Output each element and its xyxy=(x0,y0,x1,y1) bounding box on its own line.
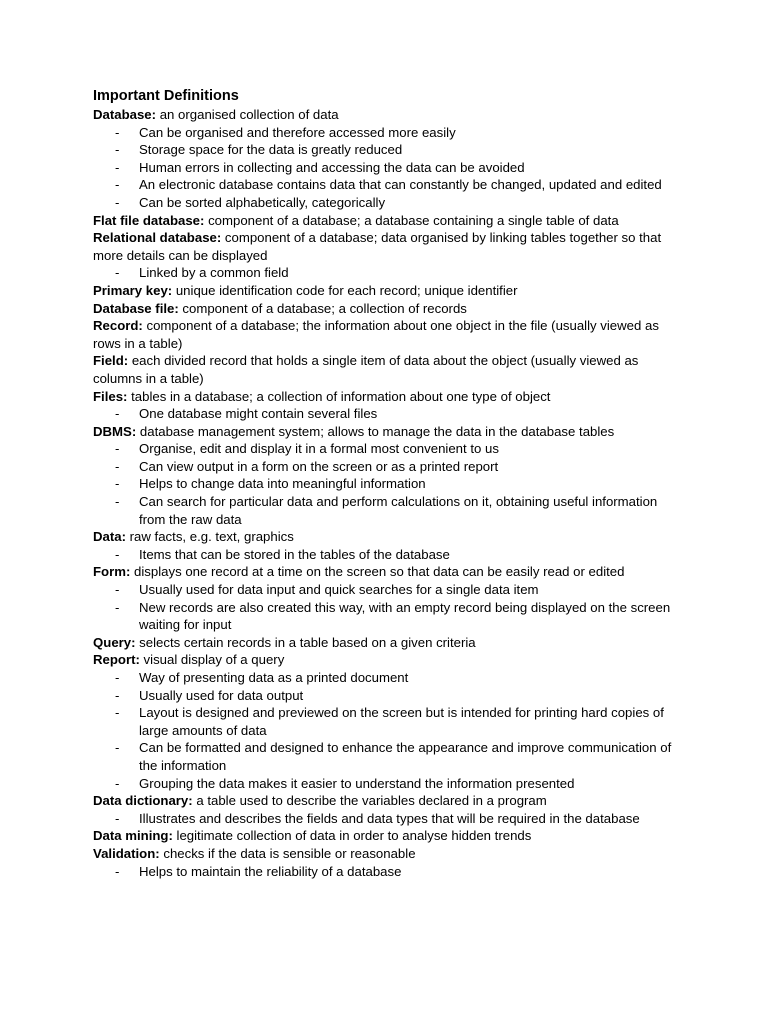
definition-term: Field: xyxy=(93,353,129,369)
dash-bullet-icon: - xyxy=(115,458,120,474)
definition-entry xyxy=(93,352,673,387)
dash-bullet-icon: - xyxy=(115,441,120,457)
definitions-list xyxy=(93,106,673,880)
definition-entry xyxy=(93,634,673,652)
bullet-item xyxy=(93,440,673,458)
definition-text: raw facts, e.g. text, graphics xyxy=(125,529,294,545)
dash-bullet-icon: - xyxy=(115,775,120,791)
dash-bullet-icon: - xyxy=(115,546,120,562)
definition-term: Flat file database: xyxy=(93,212,205,228)
definition-term: DBMS: xyxy=(93,423,137,439)
definition-term: Report: xyxy=(93,652,140,668)
bullet-text: Grouping the data makes it easier to understand the information presented xyxy=(139,775,575,791)
definition-text: unique identification code for each record; unique identifier xyxy=(172,282,518,298)
dash-bullet-icon: - xyxy=(115,476,120,492)
bullet-text: Illustrates and describes the fields and data types that will be required in the database xyxy=(139,810,640,826)
bullet-text: Organise, edit and display it in a formal most convenient to us xyxy=(139,441,499,457)
definition-entry xyxy=(93,563,673,581)
definition-term: Record: xyxy=(93,318,143,334)
bullet-item xyxy=(93,458,673,476)
bullet-item xyxy=(93,810,673,828)
bullet-list xyxy=(93,440,673,528)
definition-term: Query: xyxy=(93,634,136,650)
dash-bullet-icon: - xyxy=(115,406,120,422)
definition-term: Validation: xyxy=(93,845,160,861)
bullet-list xyxy=(93,546,673,564)
bullet-text: New records are also created this way, with an empty record being displayed on the screen waiting for input xyxy=(139,599,671,633)
definition-entry xyxy=(93,106,673,124)
definition-entry xyxy=(93,651,673,669)
definition-text: database management system; allows to manage the data in the database tables xyxy=(136,423,615,439)
bullet-text: Helps to maintain the reliability of a database xyxy=(139,863,402,879)
page-title: Important Definitions xyxy=(93,88,239,104)
dash-bullet-icon: - xyxy=(115,582,120,598)
bullet-item xyxy=(93,159,673,177)
definition-text: an organised collection of data xyxy=(156,107,339,122)
definition-entry xyxy=(93,845,673,863)
bullet-item xyxy=(93,176,673,194)
definition-text: tables in a database; a collection of information about one type of object xyxy=(127,388,551,404)
definition-text: checks if the data is sensible or reasonable xyxy=(159,845,416,861)
bullet-item xyxy=(93,475,673,493)
definition-term: Primary key: xyxy=(93,282,173,298)
bullet-list xyxy=(93,581,673,634)
dash-bullet-icon: - xyxy=(115,740,120,756)
dash-bullet-icon: - xyxy=(115,687,120,703)
bullet-item xyxy=(93,405,673,423)
bullet-item xyxy=(93,863,673,881)
definition-term: Data dictionary: xyxy=(93,793,193,809)
definition-entry xyxy=(93,317,673,352)
definition-text: displays one record at a time on the screen so that data can be easily read or edited xyxy=(130,564,625,580)
dash-bullet-icon: - xyxy=(115,124,120,140)
dash-bullet-icon: - xyxy=(115,494,120,510)
dash-bullet-icon: - xyxy=(115,177,120,193)
definition-text: component of a database; a collection of records xyxy=(178,300,467,316)
definition-text: each divided record that holds a single item of data about the object (usually viewed as columns in a table) xyxy=(93,353,639,386)
dash-bullet-icon: - xyxy=(115,194,120,210)
definition-text: legitimate collection of data in order to analyse hidden trends xyxy=(172,828,532,844)
bullet-item xyxy=(93,687,673,705)
bullet-text: One database might contain several files xyxy=(139,406,378,422)
definition-text: component of a database; data organised by linking tables together so that more details can be displayed xyxy=(93,230,662,263)
bullet-text: Linked by a common field xyxy=(139,265,289,281)
definition-text: visual display of a query xyxy=(139,652,285,668)
definition-text: component of a database; the information about one object in the file (usually viewed as rows in a table) xyxy=(93,318,659,351)
dash-bullet-icon: - xyxy=(115,863,120,879)
bullet-item xyxy=(93,546,673,564)
bullet-item xyxy=(93,599,673,634)
bullet-text: Storage space for the data is greatly reduced xyxy=(139,142,403,158)
dash-bullet-icon: - xyxy=(115,265,120,281)
definition-text: component of a database; a database containing a single table of data xyxy=(204,212,619,228)
bullet-list xyxy=(93,124,673,212)
bullet-text: Can be formatted and designed to enhance the appearance and improve communication of the information xyxy=(139,740,672,773)
dash-bullet-icon: - xyxy=(115,599,120,615)
dash-bullet-icon: - xyxy=(115,159,120,175)
bullet-item xyxy=(93,264,673,282)
bullet-item xyxy=(93,581,673,599)
dash-bullet-icon: - xyxy=(115,810,120,826)
dash-bullet-icon: - xyxy=(115,670,120,685)
bullet-text: Usually used for data input and quick searches for a single data item xyxy=(139,582,539,598)
definition-entry xyxy=(93,212,673,230)
definition-text: selects certain records in a table based on a given criteria xyxy=(135,634,476,650)
document-page xyxy=(93,87,673,880)
bullet-item xyxy=(93,194,673,212)
definition-term: Relational database: xyxy=(93,230,222,246)
definition-term: Database file: xyxy=(93,300,179,316)
bullet-item xyxy=(93,704,673,739)
definition-entry xyxy=(93,827,673,845)
bullet-text: Layout is designed and previewed on the screen but is intended for printing hard copies of large amounts of data xyxy=(139,705,664,738)
definition-term: Data: xyxy=(93,529,126,545)
definition-term: Data mining: xyxy=(93,828,173,844)
bullet-item xyxy=(93,739,673,774)
bullet-text: Can be sorted alphabetically, categorically xyxy=(139,194,386,210)
bullet-text: An electronic database contains data that can constantly be changed, updated and edited xyxy=(139,177,662,193)
bullet-text: Usually used for data output xyxy=(139,687,304,703)
dash-bullet-icon: - xyxy=(115,705,120,721)
definition-entry xyxy=(93,792,673,810)
bullet-list xyxy=(93,405,673,423)
definition-entry xyxy=(93,423,673,441)
bullet-item xyxy=(93,775,673,793)
bullet-text: Can be organised and therefore accessed more easily xyxy=(139,124,456,140)
bullet-list xyxy=(93,863,673,881)
bullet-text: Can view output in a form on the screen or as a printed report xyxy=(139,458,499,474)
bullet-text: Way of presenting data as a printed document xyxy=(139,670,409,685)
bullet-list xyxy=(93,264,673,282)
bullet-item xyxy=(93,669,673,687)
bullet-item xyxy=(93,493,673,528)
definition-term: Files: xyxy=(93,388,128,404)
bullet-text: Human errors in collecting and accessing the data can be avoided xyxy=(139,159,525,175)
bullet-list xyxy=(93,810,673,828)
definition-entry xyxy=(93,229,673,264)
definition-entry xyxy=(93,282,673,300)
definition-entry xyxy=(93,388,673,406)
definition-entry xyxy=(93,300,673,318)
bullet-item xyxy=(93,141,673,159)
bullet-text: Items that can be stored in the tables of the database xyxy=(139,546,450,562)
bullet-text: Helps to change data into meaningful information xyxy=(139,476,426,492)
definition-text: a table used to describe the variables declared in a program xyxy=(192,793,547,809)
definition-term: Form: xyxy=(93,564,131,580)
bullet-list xyxy=(93,669,673,792)
bullet-item xyxy=(93,124,673,142)
dash-bullet-icon: - xyxy=(115,142,120,158)
definition-term: Database: xyxy=(93,107,157,122)
bullet-text: Can search for particular data and perform calculations on it, obtaining useful information from the raw data xyxy=(139,494,658,527)
definition-entry xyxy=(93,528,673,546)
